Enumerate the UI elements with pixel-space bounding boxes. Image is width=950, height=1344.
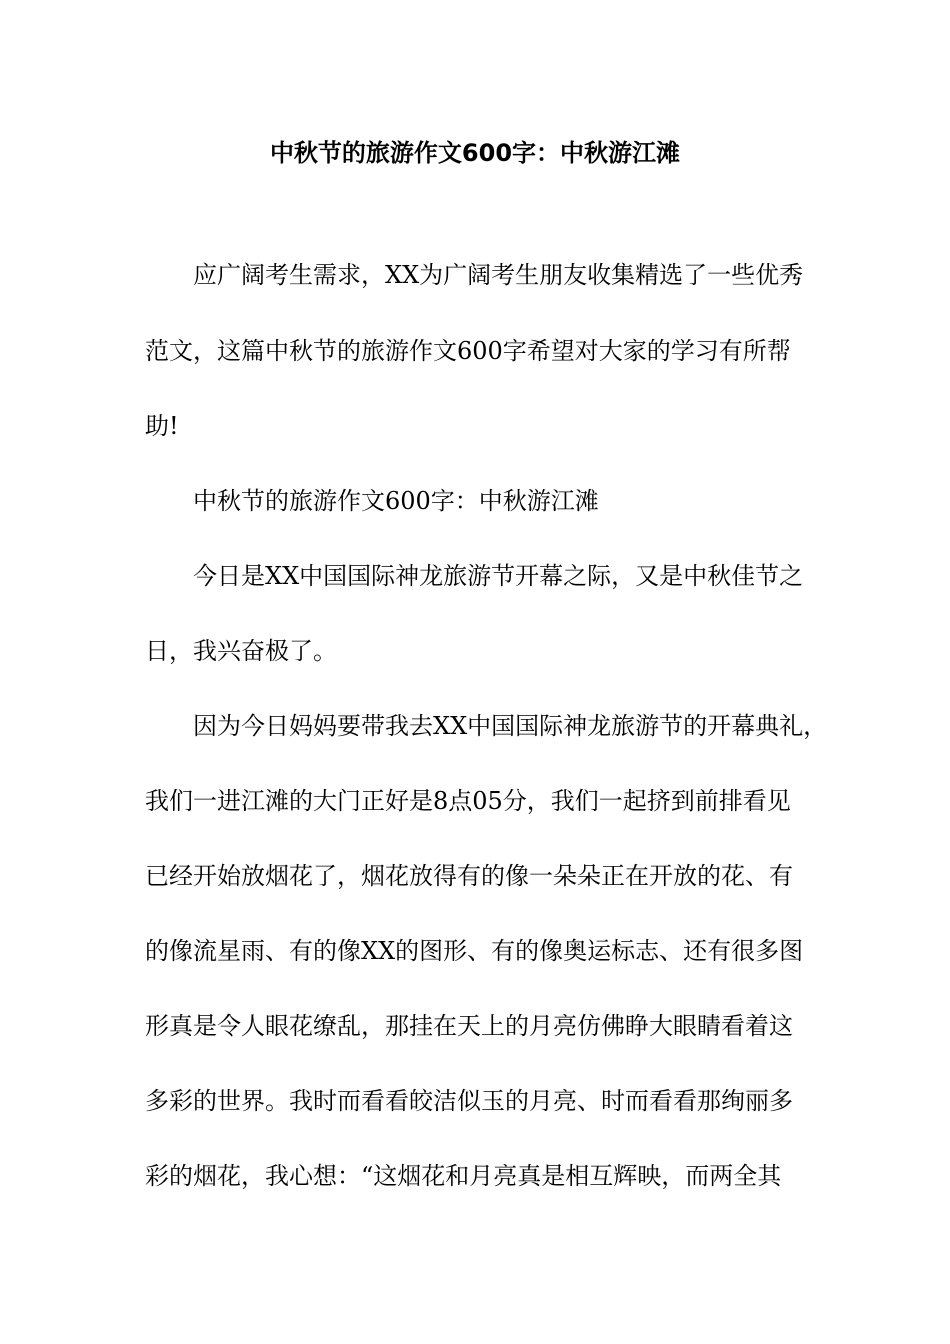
paragraph-line: 彩的烟花，我心想：“这烟花和月亮真是相互辉映，而两全其 (145, 1162, 782, 1190)
paragraph-line: 助! (145, 412, 179, 440)
paragraph-line: 的像流星雨、有的像XX的图形、有的像奥运标志、还有很多图 (145, 937, 804, 965)
paragraph-line: 日，我兴奋极了。 (145, 637, 337, 665)
paragraph-line: 因为今日妈妈要带我去XX中国国际神龙旅游节的开幕典礼， (193, 712, 828, 740)
paragraph-line: 范文，这篇中秋节的旅游作文600字希望对大家的学习有所帮 (145, 337, 791, 365)
paragraph-line: 中秋节的旅游作文600字：中秋游江滩 (193, 487, 599, 515)
paragraph-line: 形真是令人眼花缭乱，那挂在天上的月亮仿佛睁大眼睛看着这 (145, 1012, 793, 1040)
paragraph-line: 多彩的世界。我时而看看皎洁似玉的月亮、时而看看那绚丽多 (145, 1087, 793, 1115)
paragraph-line: 今日是XX中国国际神龙旅游节开幕之际，又是中秋佳节之 (193, 562, 804, 590)
paragraph-line: 我们一进江滩的大门正好是8点05分，我们一起挤到前排看见 (145, 787, 791, 815)
document-title: 中秋节的旅游作文600字：中秋游江滩 (269, 139, 681, 167)
paragraph-line: 已经开始放烟花了，烟花放得有的像一朵朵正在开放的花、有 (145, 862, 793, 890)
paragraph-line: 应广阔考生需求，XX为广阔考生朋友收集精选了一些优秀 (193, 261, 804, 289)
